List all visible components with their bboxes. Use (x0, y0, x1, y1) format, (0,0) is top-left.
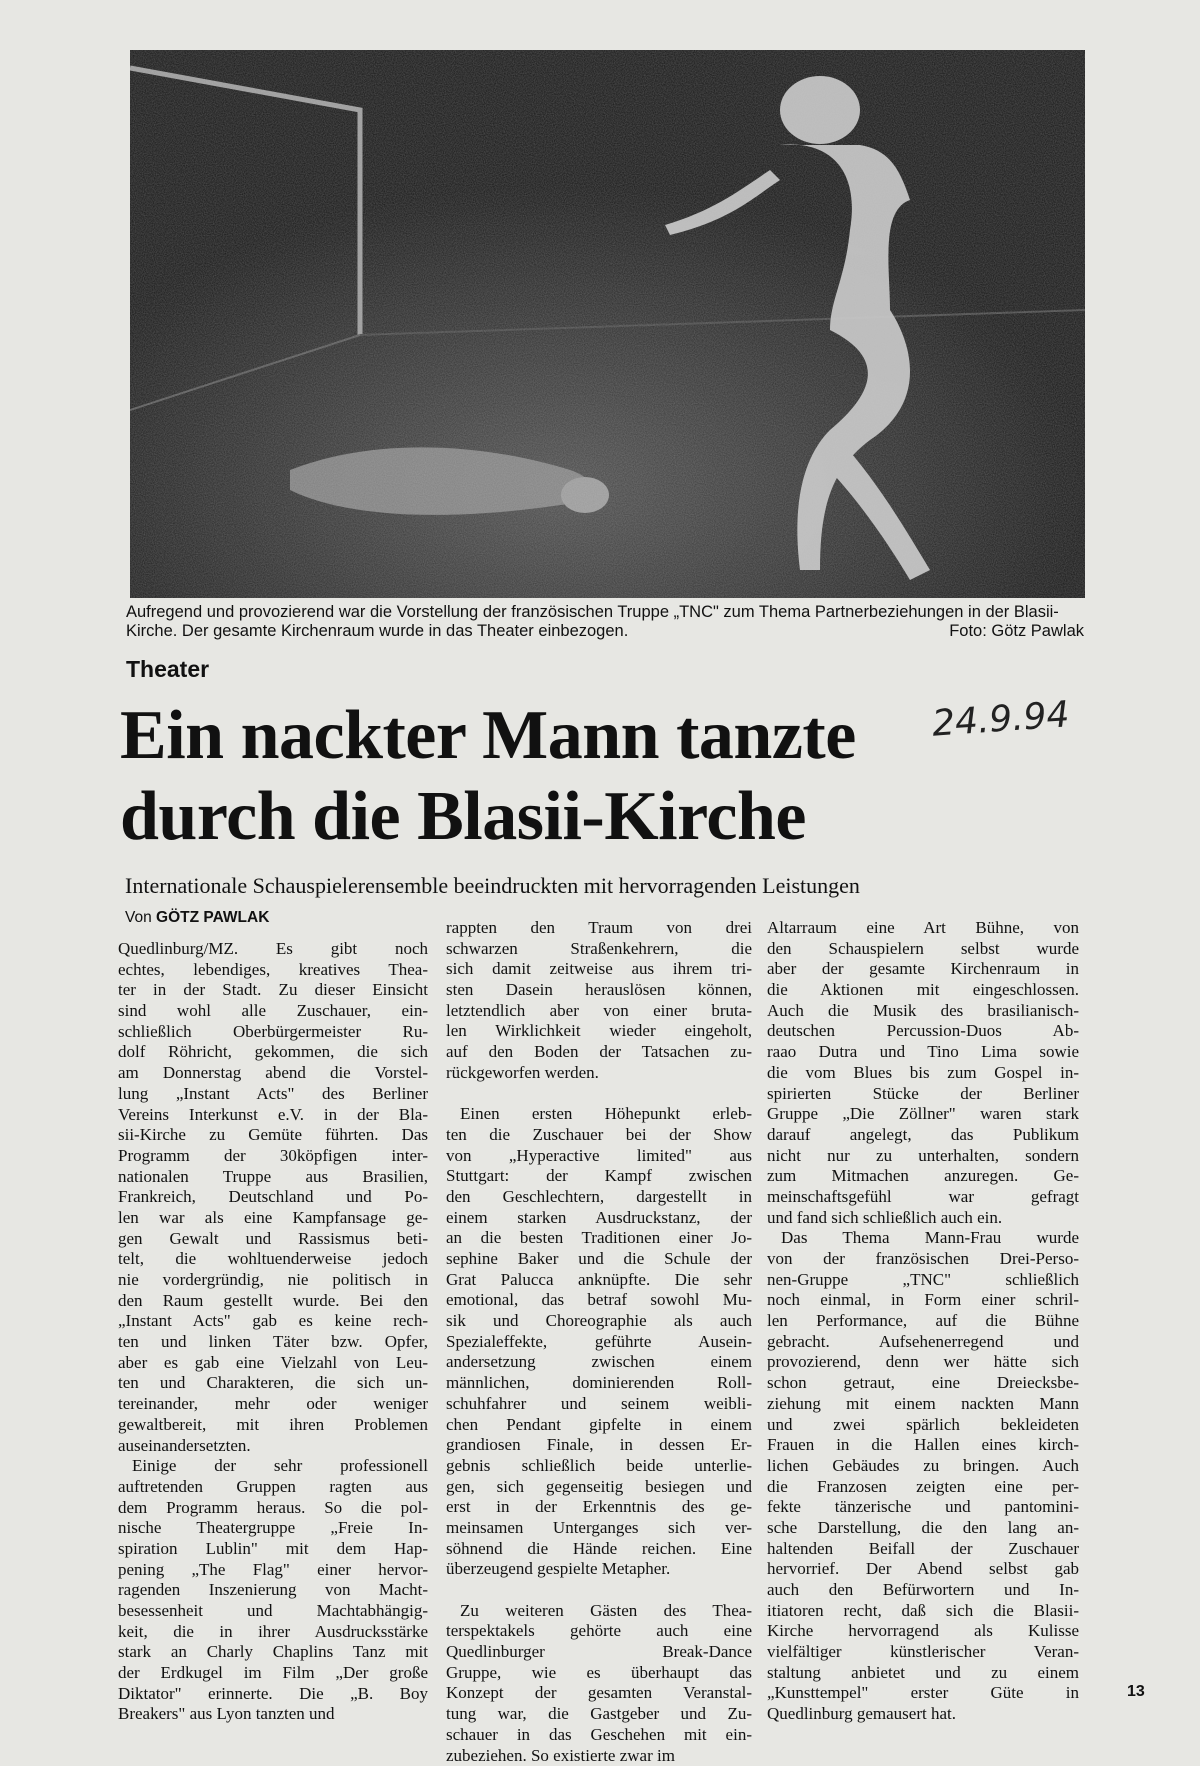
article-line: von der französischen Drei-Perso- (767, 1249, 1079, 1270)
article-line: Quedlinburg gemausert hat. (767, 1704, 1079, 1725)
article-line: überzeugend gespielte Metapher. (446, 1559, 752, 1580)
article-line: zum Mitmachen anzuregen. Ge- (767, 1166, 1079, 1187)
article-line: Frauen in die Hallen eines kirch- (767, 1435, 1079, 1456)
article-line: len Wirklichkeit wieder eingeholt, (446, 1021, 752, 1042)
article-line: dem Programm heraus. So die pol- (118, 1498, 428, 1519)
article-line: Zu weiteren Gästen des Thea- (446, 1601, 752, 1622)
article-line: lung „Instant Acts" des Berliner (118, 1084, 428, 1105)
article-line: Diktator" erinnerte. Die „B. Boy (118, 1684, 428, 1705)
article-column-1 (118, 939, 428, 1725)
article-line: den Geschlechtern, dargestellt in (446, 1187, 752, 1208)
byline-prefix: Von (125, 909, 152, 926)
article-line: Einen ersten Höhepunkt erleb- (446, 1104, 752, 1125)
article-line: Konzept der gesamten Veranstal- (446, 1683, 752, 1704)
section-rubric: Theater (126, 656, 209, 683)
article-line: len war als eine Kampfansage ge- (118, 1208, 428, 1229)
article-line: Altarraum eine Art Bühne, von (767, 918, 1079, 939)
caption-text: Aufregend und provozierend war die Vorstellung der französischen Truppe „TNC" zum Thema Partnerbeziehungen in der Blasii-Kirche. Der gesamte Kirchenraum wurde in das Theater einbezogen. (126, 603, 1059, 640)
article-line: ter in der Stadt. Zu dieser Einsicht (118, 980, 428, 1001)
headline (120, 695, 960, 857)
handwritten-date: 24.9.94 (931, 694, 1071, 744)
article-line: provozierend, denn wer hätte sich (767, 1352, 1079, 1373)
article-line: aber der gesamte Kirchenraum in (767, 959, 1079, 980)
article-line: itiatoren recht, daß sich die Blasii- (767, 1601, 1079, 1622)
article-line (446, 1084, 752, 1105)
article-line: vielfältiger künstlerischer Veran- (767, 1642, 1079, 1663)
article-line: dolf Röhricht, gekommen, die sich (118, 1042, 428, 1063)
article-line: ten und linken Täter bzw. Opfer, (118, 1332, 428, 1353)
article-line: Stuttgart: der Kampf zwischen (446, 1166, 752, 1187)
article-line: an die besten Traditionen einer Jo- (446, 1228, 752, 1249)
article-line: schließlich Oberbürgermeister Ru- (118, 1022, 428, 1043)
article-line: sephine Baker und die Schule der (446, 1249, 752, 1270)
article-line: Programm der 30köpfigen inter- (118, 1146, 428, 1167)
article-line: auseinandersetzten. (118, 1436, 428, 1457)
article-line: fekte tänzerische und pantomini- (767, 1497, 1079, 1518)
article-line: pening „The Flag" einer hervor- (118, 1560, 428, 1581)
article-line: der Erdkugel im Film „Der große (118, 1663, 428, 1684)
article-line: erst in der Erkenntnis des ge- (446, 1497, 752, 1518)
article-line: schon getraut, eine Dreiecksbe- (767, 1373, 1079, 1394)
article-line: sche Darstellung, die den lang an- (767, 1518, 1079, 1539)
article-line: zubeziehen. So existierte zwar im (446, 1746, 752, 1766)
article-line: noch einmal, in Form einer schril- (767, 1290, 1079, 1311)
article-line: männlichen, dominierenden Roll- (446, 1373, 752, 1394)
article-line: gen Gewalt und Rassismus beti- (118, 1229, 428, 1250)
article-line: sik und Choreographie als auch (446, 1311, 752, 1332)
article-line: ten und Charakteren, die sich un- (118, 1373, 428, 1394)
article-line: spirierten Stücke der Berliner (767, 1084, 1079, 1105)
article-line: nationalen Truppe aus Brasilien, (118, 1167, 428, 1188)
article-line: Quedlinburger Break-Dance (446, 1642, 752, 1663)
article-line: besessenheit und Machtabhängig- (118, 1601, 428, 1622)
article-line: und zwei spärlich bekleideten (767, 1415, 1079, 1436)
article-line: den Schauspielern selbst wurde (767, 939, 1079, 960)
byline-author: GÖTZ PAWLAK (156, 909, 269, 926)
article-line: chen Pendant gipfelte in einem (446, 1415, 752, 1436)
article-line: Breakers" aus Lyon tanzten und (118, 1704, 428, 1725)
article-line: den Raum gestellt wurde. Bei den (118, 1291, 428, 1312)
article-line: die Franzosen zeigten eine per- (767, 1477, 1079, 1498)
article-line: Das Thema Mann-Frau wurde (767, 1228, 1079, 1249)
article-line: Einige der sehr professionell (118, 1456, 428, 1477)
article-line: auftretenden Gruppen ragten aus (118, 1477, 428, 1498)
article-line: Quedlinburg/MZ. Es gibt noch (118, 939, 428, 960)
article-line: auch den Befürwortern und In- (767, 1580, 1079, 1601)
article-line: „Instant Acts" gab es keine rech- (118, 1311, 428, 1332)
article-line: die vom Blues bis zum Gospel in- (767, 1063, 1079, 1084)
article-line: Vereins Interkunst e.V. in der Bla- (118, 1105, 428, 1126)
article-line: telt, die wohltuenderweise jedoch (118, 1249, 428, 1270)
article-line: aber es gab eine Vielzahl von Leu- (118, 1353, 428, 1374)
article-line (446, 1580, 752, 1601)
headline-line-1: Ein nackter Mann tanzte (120, 695, 960, 776)
article-line: nie vordergründig, nie politisch in (118, 1270, 428, 1291)
article-line: Auch die Musik des brasilianisch- (767, 1001, 1079, 1022)
article-line: und fand sich schließlich auch ein. (767, 1208, 1079, 1229)
article-line: sich damit zeitweise aus ihrem tri- (446, 959, 752, 980)
article-column-3 (767, 918, 1079, 1725)
photo-credit: Foto: Götz Pawlak (949, 622, 1084, 641)
article-line: Spezialeffekte, geführte Ausein- (446, 1332, 752, 1353)
article-line: staltung anbietet und zu einem (767, 1663, 1079, 1684)
article-line: keit, die in ihrer Ausdrucksstärke (118, 1622, 428, 1643)
article-line: len Performance, auf die Bühne (767, 1311, 1079, 1332)
article-line: söhnend die Hände reichen. Eine (446, 1539, 752, 1560)
article-line: grandiosen Finale, in dessen Er- (446, 1435, 752, 1456)
article-line: meinschaftsgefühl war gefragt (767, 1187, 1079, 1208)
article-line: Kirche hervorragend als Kulisse (767, 1621, 1079, 1642)
article-line: tung war, die Gastgeber und Zu- (446, 1704, 752, 1725)
article-line: Gruppe, wie es überhaupt das (446, 1663, 752, 1684)
article-line: letztendlich aber von einer bruta- (446, 1001, 752, 1022)
article-line: gen, sich gegenseitig besiegen und (446, 1477, 752, 1498)
article-line: raao Dutra und Tino Lima sowie (767, 1042, 1079, 1063)
article-line: ten die Zuschauer bei der Show (446, 1125, 752, 1146)
article-line: lichen Gebäudes zu bringen. Auch (767, 1456, 1079, 1477)
article-line: Grat Palucca anknüpfte. Die sehr (446, 1270, 752, 1291)
article-line: „Kunsttempel" erster Güte in (767, 1683, 1079, 1704)
article-line: meinsamen Unterganges sich ver- (446, 1518, 752, 1539)
article-line: von „Hyperactive limited" aus (446, 1146, 752, 1167)
article-line: sii-Kirche zu Gemüte führten. Das (118, 1125, 428, 1146)
photo-caption (126, 603, 1084, 641)
article-line: deutschen Percussion-Duos Ab- (767, 1021, 1079, 1042)
article-line: gebnis schließlich beide unterlie- (446, 1456, 752, 1477)
article-line: schauer in das Geschehen mit ein- (446, 1725, 752, 1746)
article-line: rückgeworfen werden. (446, 1063, 752, 1084)
article-line: sind wohl alle Zuschauer, ein- (118, 1001, 428, 1022)
article-line: darauf angelegt, das Publikum (767, 1125, 1079, 1146)
article-line: tereinander, mehr oder weniger (118, 1394, 428, 1415)
article-line: am Donnerstag abend die Vorstel- (118, 1063, 428, 1084)
article-line: nen-Gruppe „TNC" schließlich (767, 1270, 1079, 1291)
article-line: die Aktionen mit eingeschlossen. (767, 980, 1079, 1001)
article-line: gewaltbereit, mit ihren Problemen (118, 1415, 428, 1436)
article-line: spiration Lublin" mit dem Hap- (118, 1539, 428, 1560)
article-line: nicht nur zu unterhalten, sondern (767, 1146, 1079, 1167)
article-line: stark an Charly Chaplins Tanz mit (118, 1642, 428, 1663)
article-column-2 (446, 918, 752, 1766)
page-number: 13 (1127, 1683, 1145, 1701)
theatre-photo-icon (130, 50, 1085, 598)
article-line: ziehung mit einem nackten Mann (767, 1394, 1079, 1415)
subheadline: Internationale Schauspielerensemble beeindruckten mit hervorragenden Leistungen (125, 873, 965, 899)
article-line: hervorrief. Der Abend selbst gab (767, 1559, 1079, 1580)
article-line: terspektakels gehörte auch eine (446, 1621, 752, 1642)
byline (125, 909, 269, 927)
article-line: emotional, das betraf sowohl Mu- (446, 1290, 752, 1311)
article-line: sten Dasein herauslösen können, (446, 980, 752, 1001)
article-line: haltenden Beifall der Zuschauer (767, 1539, 1079, 1560)
article-line: nische Theatergruppe „Freie In- (118, 1518, 428, 1539)
article-line: gebracht. Aufsehenerregend und (767, 1332, 1079, 1353)
article-line: Frankreich, Deutschland und Po- (118, 1187, 428, 1208)
article-line: echtes, lebendiges, kreatives Thea- (118, 960, 428, 981)
article-line: rappten den Traum von drei (446, 918, 752, 939)
article-line: auf den Boden der Tatsachen zu- (446, 1042, 752, 1063)
headline-line-2: durch die Blasii-Kirche (120, 776, 960, 857)
article-line: ragenden Inszenierung von Macht- (118, 1580, 428, 1601)
article-photo (130, 50, 1085, 598)
article-line: Gruppe „Die Zöllner" waren stark (767, 1104, 1079, 1125)
article-line: schuhfahrer und seinem weibli- (446, 1394, 752, 1415)
article-line: andersetzung zwischen einem (446, 1352, 752, 1373)
article-line: schwarzen Straßenkehrern, die (446, 939, 752, 960)
article-line: einem starken Ausdruckstanz, der (446, 1208, 752, 1229)
